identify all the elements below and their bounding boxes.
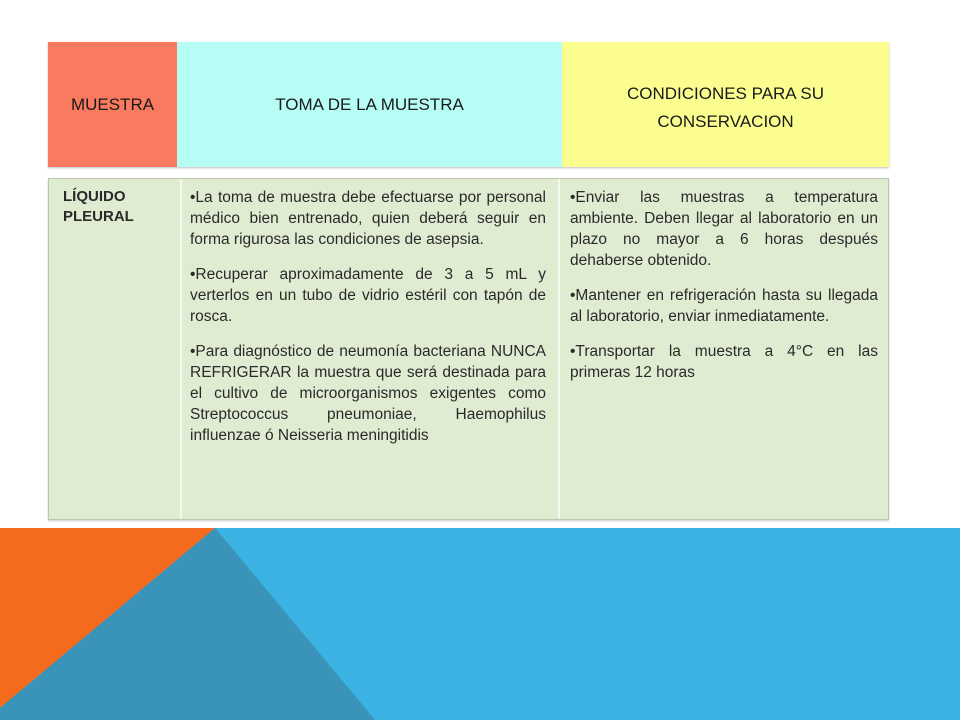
sample-line-1: LÍQUIDO (63, 188, 126, 205)
table-body (48, 178, 889, 520)
conservation-item: •Transportar la muestra a 4°C en las primeras 12 horas (570, 343, 878, 381)
conservation-cell (560, 179, 888, 519)
decorative-footer-band (0, 528, 960, 720)
collection-item: •Para diagnóstico de neumonía bacteriana NUNCA REFRIGERAR la muestra que será destinada para el cultivo de microorganismos exigentes como Streptococcus pneumoniae, Haemophilus influenzae ó Neisseria meningitidis (190, 343, 546, 444)
sample-line-2: PLEURAL (63, 208, 134, 225)
collection-item: •Recuperar aproximadamente de 3 a 5 mL y verterlos en un tubo de vidrio estéril con tapón de rosca. (190, 266, 546, 325)
header-toma: TOMA DE LA MUESTRA (177, 42, 562, 167)
conservation-item: •Mantener en refrigeración hasta su llegada al laboratorio, enviar inmediatamente. (570, 287, 878, 325)
sample-cell (49, 179, 182, 519)
table-header (48, 42, 889, 167)
footer-shapes (0, 528, 960, 720)
conservation-item: •Enviar las muestras a temperatura ambiente. Deben llegar al laboratorio en un plazo no mayor a 6 horas después dehaberse obtenido. (570, 189, 878, 269)
header-condiciones: CONDICIONES PARA SU CONSERVACION (562, 42, 889, 167)
collection-cell (182, 179, 560, 519)
header-muestra: MUESTRA (48, 42, 177, 167)
collection-item: •La toma de muestra debe efectuarse por personal médico bien entrenado, quien deberá seguir en forma rigurosa las condiciones de asepsia. (190, 189, 546, 248)
